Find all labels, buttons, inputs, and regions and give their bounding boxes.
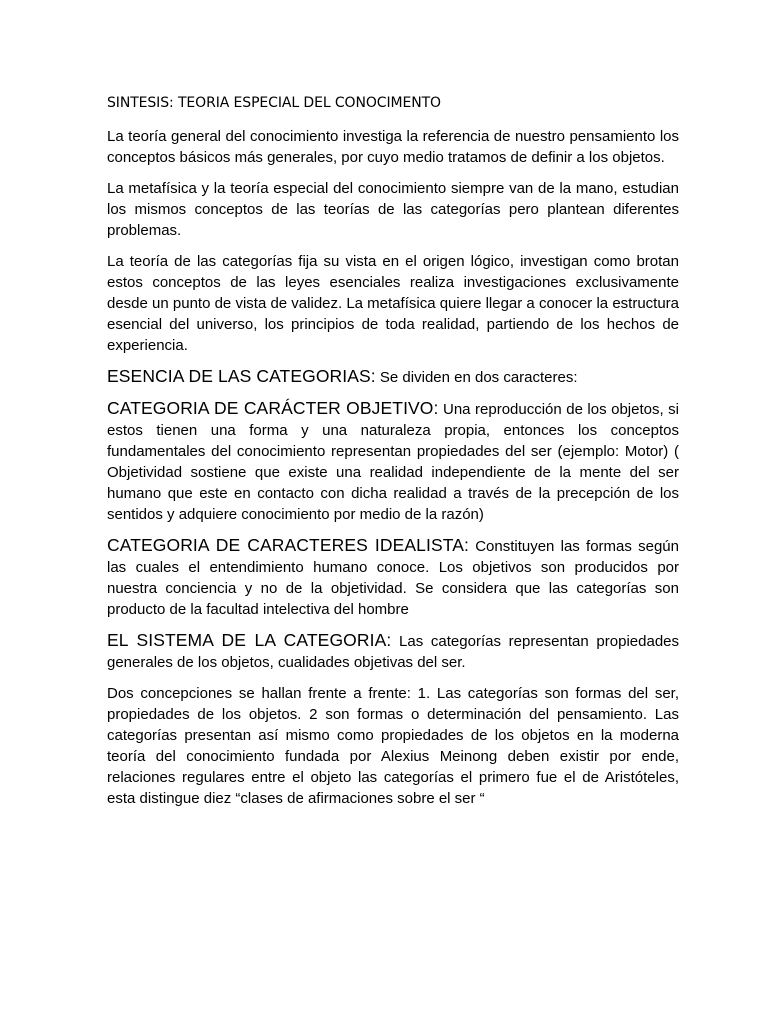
section-text: Se dividen en dos caracteres: <box>375 369 578 386</box>
section-text: Constituyen las formas según las cuales el entendimiento humano conoce. Los objetivos son producidos por nuestra conciencia y no de la objetividad. Se considera que las categorías son producto de la facultad intelectiva del hombre <box>107 538 679 618</box>
section-heading: ESENCIA DE LAS CATEGORIAS: <box>107 366 376 386</box>
section-idealist-category <box>107 535 679 620</box>
section-category-system <box>107 630 679 673</box>
section-heading: CATEGORIA DE CARÁCTER OBJETIVO: <box>107 398 439 418</box>
paragraph-two-conceptions: Dos concepciones se hallan frente a frente: 1. Las categorías son formas del ser, propiedades de los objetos. 2 son formas o determinación del pensamiento. Las categorías presentan así mismo como propiedades de los objetos en la moderna teoría del conocimiento fundada por Alexius Meinong deben existir por ende, relaciones regulares entre el objeto las categorías el primero fue el de Aristóteles, esta distingue diez “clases de afirmaciones sobre el ser “ <box>107 685 679 807</box>
section-text: Las categorías representan propiedades generales de los objetos, cualidades objetivas del ser. <box>107 633 679 671</box>
section-objective-category <box>107 398 679 525</box>
section-essence-categories <box>107 366 679 388</box>
paragraph-category-theory: La teoría de las categorías fija su vista en el origen lógico, investigan como brotan estos conceptos de las leyes esenciales realiza investigaciones exclusivamente desde un punto de vista de validez. La metafísica quiere llegar a conocer la estructura esencial del universo, los principios de toda realidad, partiendo de los hechos de experiencia. <box>107 253 680 354</box>
document-page <box>107 93 679 819</box>
section-text: Una reproducción de los objetos, si estos tienen una forma y una naturaleza propia, entonces los conceptos fundamentales del conocimiento representan propiedades del ser (ejemplo: Motor) ( Objetividad sostiene que existe una realidad independiente de la mente del ser humano que este en contacto con dicha realidad a través de la precepción de los sentidos y adquiere conocimiento por medio de la razón) <box>107 401 679 523</box>
section-heading: CATEGORIA DE CARACTERES IDEALISTA: <box>107 535 469 555</box>
document-title: SINTESIS: TEORIA ESPECIAL DEL CONOCIMENTO <box>107 95 441 111</box>
paragraph-metaphysics: La metafísica y la teoría especial del conocimiento siempre van de la mano, estudian los mismos conceptos de las teorías de las categorías pero plantean diferentes problemas. <box>107 180 679 239</box>
paragraph-general-theory: La teoría general del conocimiento investiga la referencia de nuestro pensamiento los conceptos básicos más generales, por cuyo medio tratamos de definir a los objetos. <box>107 128 679 166</box>
section-heading: EL SISTEMA DE LA CATEGORIA: <box>107 630 392 650</box>
